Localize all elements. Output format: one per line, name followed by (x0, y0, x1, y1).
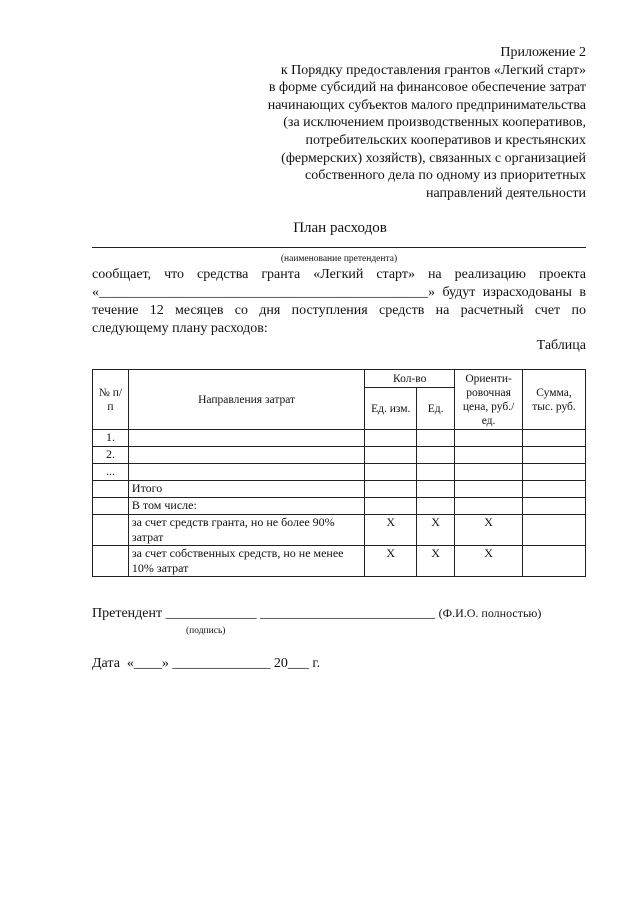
annex-line: начинающих субъектов малого предпринимательства (267, 97, 586, 113)
signature-caption: (подпись) (186, 626, 226, 636)
date-label: Дата (92, 656, 120, 671)
word: в (579, 285, 586, 300)
word: дня (259, 303, 281, 318)
annex-line: направлений деятельности (426, 185, 586, 201)
cell-units[interactable] (417, 498, 455, 515)
word: средства (197, 267, 249, 282)
cell-unit[interactable] (365, 481, 417, 498)
cell-num: ... (93, 464, 129, 481)
word: расчетный (460, 303, 524, 318)
header-sum: Сумма, тыс. руб. (523, 370, 586, 430)
cell-unit[interactable] (365, 430, 417, 447)
annex-line: в форме субсидий на финансовое обеспечение затрат (268, 80, 586, 96)
cell-price: Х (455, 546, 523, 577)
annex-line: (фермерских) хозяйств), связанных с организацией (281, 150, 586, 166)
header-price: Ориенти-ровочная цена, руб./ед. (455, 370, 523, 430)
annex-line: потребительских кооперативов и крестьянских (305, 132, 586, 148)
cell-unit[interactable] (365, 464, 417, 481)
word: что (164, 267, 185, 282)
cell-sum[interactable] (523, 515, 586, 546)
word: проекта (538, 267, 586, 282)
cell-direction: за счет собственных средств, но не менее 10% затрат (128, 546, 364, 577)
table-row (93, 464, 586, 481)
word: «Легкий (313, 267, 364, 282)
word: средств (379, 303, 425, 318)
table-row-own-funds (93, 546, 586, 577)
annex-line: Приложение 2 (500, 45, 586, 60)
full-name-note: (Ф.И.О. полностью) (438, 606, 542, 620)
cell-unit[interactable] (365, 447, 417, 464)
word: на (435, 303, 450, 318)
paragraph-line-1 (92, 266, 586, 284)
cell-price: Х (455, 515, 523, 546)
paragraph-line-3 (92, 302, 586, 320)
expense-plan-table (92, 369, 586, 577)
cell-direction: В том числе: (128, 498, 364, 515)
word: поступления (291, 303, 368, 318)
word: будут (442, 285, 476, 300)
word: счет (534, 303, 561, 318)
cell-direction[interactable] (128, 464, 364, 481)
cell-direction: за счет средств гранта, но не более 90% затрат (128, 515, 364, 546)
signature-line (92, 606, 541, 622)
cell-unit[interactable] (365, 498, 417, 515)
project-name-field[interactable]: «_______________________________________________» (92, 285, 435, 300)
cell-num (93, 481, 129, 498)
header-num: № п/п (93, 370, 129, 430)
word: 12 (149, 303, 164, 318)
word: старт» (376, 267, 415, 282)
cell-num (93, 546, 129, 577)
table-row-total (93, 481, 586, 498)
table-row-grant-funds (93, 515, 586, 546)
cell-price[interactable] (455, 498, 523, 515)
word: сообщает, (92, 267, 152, 282)
header-unit: Ед. изм. (365, 388, 417, 430)
cell-price[interactable] (455, 447, 523, 464)
cell-unit: Х (365, 546, 417, 577)
cell-num (93, 515, 129, 546)
word: месяцев (175, 303, 224, 318)
cell-num: 1. (93, 430, 129, 447)
cell-num: 2. (93, 447, 129, 464)
cell-direction[interactable] (128, 430, 364, 447)
cell-sum[interactable] (523, 430, 586, 447)
word: реализацию (454, 267, 526, 282)
document-title: План расходов (293, 220, 387, 236)
cell-num (93, 498, 129, 515)
cell-sum[interactable] (523, 498, 586, 515)
header-direction: Направления затрат (128, 370, 364, 430)
cell-units: Х (417, 515, 455, 546)
annex-line: собственного дела по одному из приоритетных (305, 168, 586, 184)
cell-sum[interactable] (523, 546, 586, 577)
cell-units[interactable] (417, 464, 455, 481)
table-row (93, 447, 586, 464)
applicant-caption: (наименование претендента) (280, 254, 398, 264)
annex-header (216, 44, 586, 202)
cell-units[interactable] (417, 481, 455, 498)
applicant-name-field[interactable] (92, 247, 586, 248)
table-row (93, 430, 586, 447)
cell-sum[interactable] (523, 464, 586, 481)
signature-label: Претендент (92, 606, 163, 621)
intro-paragraph (92, 266, 586, 338)
paragraph-line-2 (92, 284, 586, 302)
cell-price[interactable] (455, 430, 523, 447)
word: течение (92, 303, 139, 318)
cell-sum[interactable] (523, 447, 586, 464)
cell-units[interactable] (417, 447, 455, 464)
paragraph-line-4: следующему плану расходов: (92, 321, 268, 336)
annex-line: (за исключением производственных кооперативов, (283, 115, 586, 131)
header-qty: Кол-во (365, 370, 455, 388)
date-line (92, 656, 320, 672)
date-field[interactable]: «____» ______________ 20___ г. (126, 656, 321, 671)
cell-units: Х (417, 546, 455, 577)
word: гранта (261, 267, 301, 282)
annex-line: к Порядку предоставления грантов «Легкий старт» (280, 62, 586, 78)
table-row-including (93, 498, 586, 515)
cell-units[interactable] (417, 430, 455, 447)
cell-unit: Х (365, 515, 417, 546)
word: на (427, 267, 442, 282)
cell-direction[interactable] (128, 447, 364, 464)
full-name-field[interactable]: _________________________ (260, 606, 436, 621)
word: израсходованы (482, 285, 572, 300)
cell-price[interactable] (455, 481, 523, 498)
cell-sum[interactable] (523, 481, 586, 498)
header-units: Ед. (417, 388, 455, 430)
cell-price[interactable] (455, 464, 523, 481)
signature-field[interactable]: _____________ (165, 606, 257, 621)
word: по (571, 303, 586, 318)
word: со (234, 303, 248, 318)
table-label: Таблица (536, 338, 586, 353)
cell-direction: Итого (128, 481, 364, 498)
